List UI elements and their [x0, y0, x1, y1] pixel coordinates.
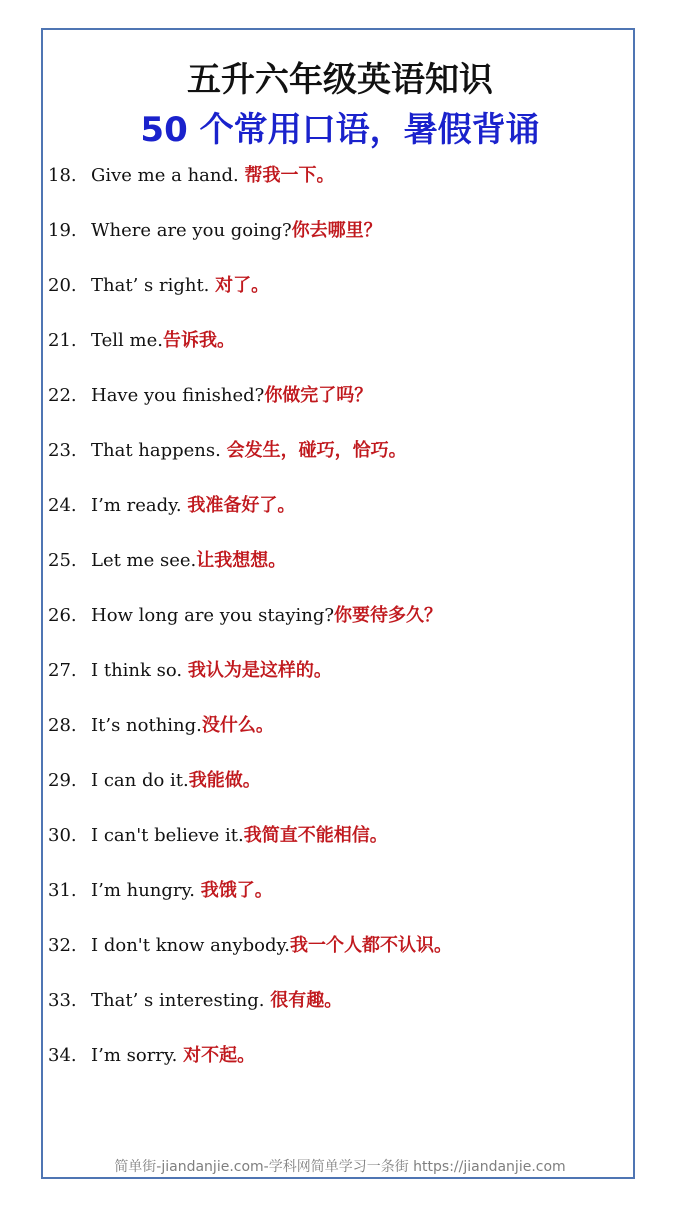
phrase-chinese: 会发生，碰巧，恰巧。: [226, 440, 407, 461]
phrase-english: Give me a hand.: [91, 165, 245, 186]
phrase-chinese: 我准备好了。: [187, 495, 296, 516]
phrase-number: 25.: [48, 550, 77, 571]
phrase-chinese: 没什么。: [201, 715, 274, 736]
phrase-chinese: 帮我一下。: [244, 165, 335, 186]
phrase-number: 30.: [48, 825, 77, 846]
phrase-number: 18.: [48, 165, 77, 186]
phrase-english: I’m ready.: [91, 495, 188, 516]
phrase-english: I can't believe it.: [91, 825, 244, 846]
phrase-item: [48, 160, 633, 215]
phrase-number: 19.: [48, 220, 77, 241]
phrase-english: I’m hungry.: [91, 880, 201, 901]
phrase-number: 29.: [48, 770, 77, 791]
phrase-english: That’ s right.: [91, 275, 216, 296]
phrase-chinese: 你要待多久？: [334, 605, 443, 626]
phrase-item: [48, 710, 633, 765]
phrase-english: It’s nothing.: [91, 715, 202, 736]
phrase-english: I’m sorry.: [91, 1045, 184, 1066]
phrase-number: 33.: [48, 990, 77, 1011]
phrase-item: [48, 545, 633, 600]
phrase-list: [48, 160, 633, 1095]
phrase-number: 24.: [48, 495, 77, 516]
phrase-english: Tell me.: [91, 330, 163, 351]
phrase-chinese: 对不起。: [183, 1045, 256, 1066]
phrase-english: I can do it.: [91, 770, 189, 791]
phrase-item: [48, 270, 633, 325]
phrase-item: [48, 600, 633, 655]
phrase-chinese: 你去哪里？: [291, 220, 382, 241]
phrase-number: 32.: [48, 935, 77, 956]
phrase-number: 28.: [48, 715, 77, 736]
phrase-number: 23.: [48, 440, 77, 461]
phrase-number: 22.: [48, 385, 77, 406]
phrase-english: How long are you staying?: [91, 605, 335, 626]
phrase-chinese: 我简直不能相信。: [243, 825, 388, 846]
phrase-english: I don't know anybody.: [91, 935, 291, 956]
phrase-chinese: 我一个人都不认识。: [290, 935, 453, 956]
phrase-chinese: 让我想想。: [196, 550, 287, 571]
phrase-item: [48, 435, 633, 490]
phrase-english: Where are you going?: [91, 220, 292, 241]
phrase-number: 21.: [48, 330, 77, 351]
phrase-english: Let me see.: [91, 550, 197, 571]
phrase-item: [48, 325, 633, 380]
phrase-chinese: 告诉我。: [162, 330, 235, 351]
phrase-number: 26.: [48, 605, 77, 626]
page-title: 五升六年级英语知识: [187, 60, 493, 100]
phrase-item: [48, 985, 633, 1040]
phrase-item: [48, 875, 633, 930]
phrase-number: 31.: [48, 880, 77, 901]
phrase-chinese: 很有趣。: [270, 990, 343, 1011]
phrase-chinese: 我饿了。: [200, 880, 273, 901]
phrase-number: 27.: [48, 660, 77, 681]
phrase-item: [48, 765, 633, 820]
phrase-item: [48, 820, 633, 875]
phrase-chinese: 我能做。: [188, 770, 261, 791]
phrase-number: 34.: [48, 1045, 77, 1066]
page-subtitle: 50 个常用口语，暑假背诵: [140, 110, 540, 150]
phrase-english: That happens.: [91, 440, 227, 461]
phrase-item: [48, 1040, 633, 1095]
phrase-item: [48, 215, 633, 270]
phrase-chinese: 你做完了吗？: [264, 385, 373, 406]
footer-watermark: 简单街-jiandanjie.com-学科网简单学习一条街 https://jiandanjie.com: [114, 1159, 566, 1175]
phrase-english: I think so.: [91, 660, 188, 681]
phrase-item: [48, 380, 633, 435]
phrase-chinese: 对了。: [215, 275, 270, 296]
phrase-number: 20.: [48, 275, 77, 296]
phrase-english: Have you finished?: [91, 385, 265, 406]
phrase-chinese: 我认为是这样的。: [187, 660, 332, 681]
phrase-item: [48, 490, 633, 545]
phrase-english: That’ s interesting.: [91, 990, 271, 1011]
phrase-item: [48, 930, 633, 985]
phrase-item: [48, 655, 633, 710]
